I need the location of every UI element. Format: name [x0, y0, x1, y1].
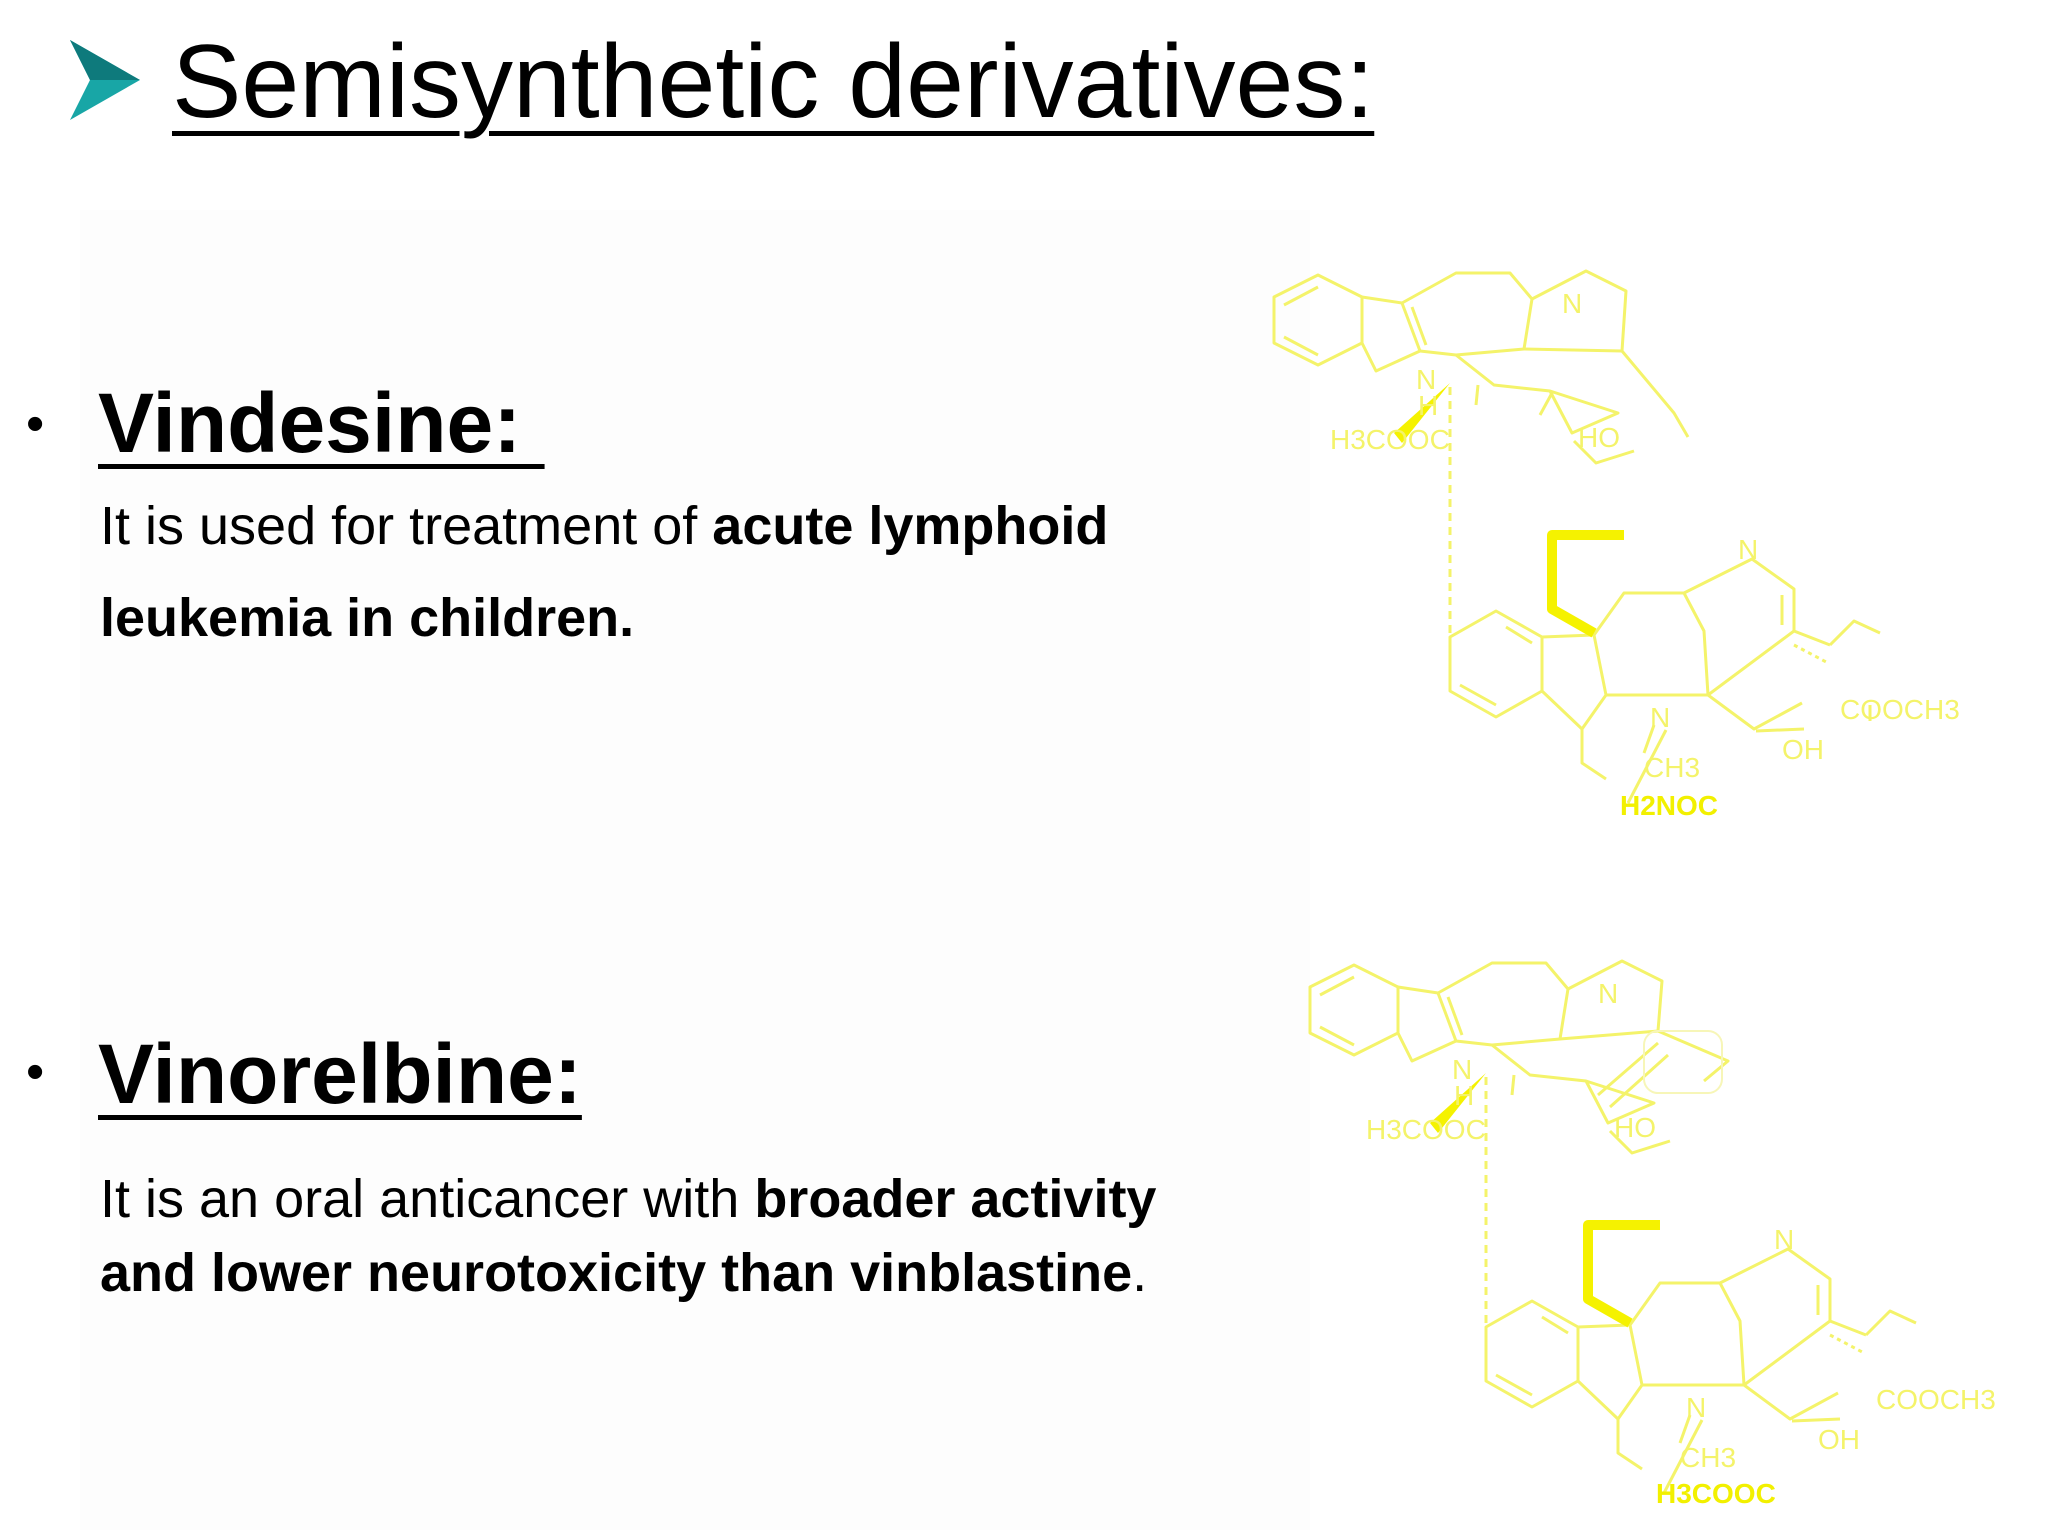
vinorelbine-desc-bold: broader activity and lower neurotoxicity than vinblastine — [100, 1169, 1157, 1303]
vindesine-heading: Vindesine: — [98, 376, 545, 470]
vinorelbine-label-indole-n: N — [1452, 1054, 1473, 1085]
vinorelbine-label-oh: OH — [1818, 1424, 1860, 1455]
vindesine-label-indoline-n: N — [1650, 702, 1671, 733]
slide-title: Semisynthetic derivatives: — [172, 24, 1375, 140]
bullet-vindesine: • — [26, 395, 45, 453]
vinorelbine-label-ester-right: COOCH3 — [1876, 1384, 1996, 1415]
vinorelbine-heading: Vinorelbine: — [98, 1027, 582, 1121]
vindesine-label-hydroxy: HO — [1578, 422, 1620, 453]
vindesine-structure — [1270, 255, 2010, 845]
vindesine-label-ester: H3COOC — [1330, 424, 1450, 455]
vinorelbine-label-indole-h: H — [1454, 1080, 1475, 1111]
vindesine-label-ester-right: COOCH3 — [1840, 694, 1960, 725]
vinorelbine-label-ester: H3COOC — [1366, 1114, 1486, 1145]
vindesine-label-lower-n: N — [1738, 534, 1759, 565]
vindesine-desc-bold: acute lymphoid leukemia in children. — [100, 496, 1109, 648]
bullet-vinorelbine: • — [26, 1043, 45, 1101]
vindesine-description — [100, 480, 1240, 664]
vindesine-label-methyl: CH3 — [1644, 752, 1701, 783]
vinorelbine-label-upper-n: N — [1598, 978, 1619, 1009]
vinorelbine-label-indoline-n: N — [1686, 1392, 1707, 1423]
vinorelbine-desc-end: . — [1132, 1243, 1148, 1303]
title-arrow-icon — [68, 38, 142, 122]
vindesine-label-upper-n: N — [1562, 288, 1583, 319]
vinorelbine-label-lower-n: N — [1774, 1224, 1795, 1255]
vinorelbine-description — [100, 1162, 1240, 1310]
vindesine-desc-plain: It is used for treatment of — [100, 496, 713, 556]
vinorelbine-label-substituent: H3COOC — [1656, 1478, 1776, 1509]
vinorelbine-label-hydroxy: HO — [1614, 1112, 1656, 1143]
vindesine-label-indole-n: N — [1416, 364, 1437, 395]
vindesine-label-oh: OH — [1782, 734, 1824, 765]
vinorelbine-label-methyl: CH3 — [1680, 1442, 1737, 1473]
vindesine-label-substituent: H2NOC — [1620, 790, 1719, 821]
vindesine-label-indole-h: H — [1418, 390, 1439, 421]
vinorelbine-desc-plain: It is an oral anticancer with — [100, 1169, 755, 1229]
vinorelbine-structure — [1306, 935, 2026, 1515]
